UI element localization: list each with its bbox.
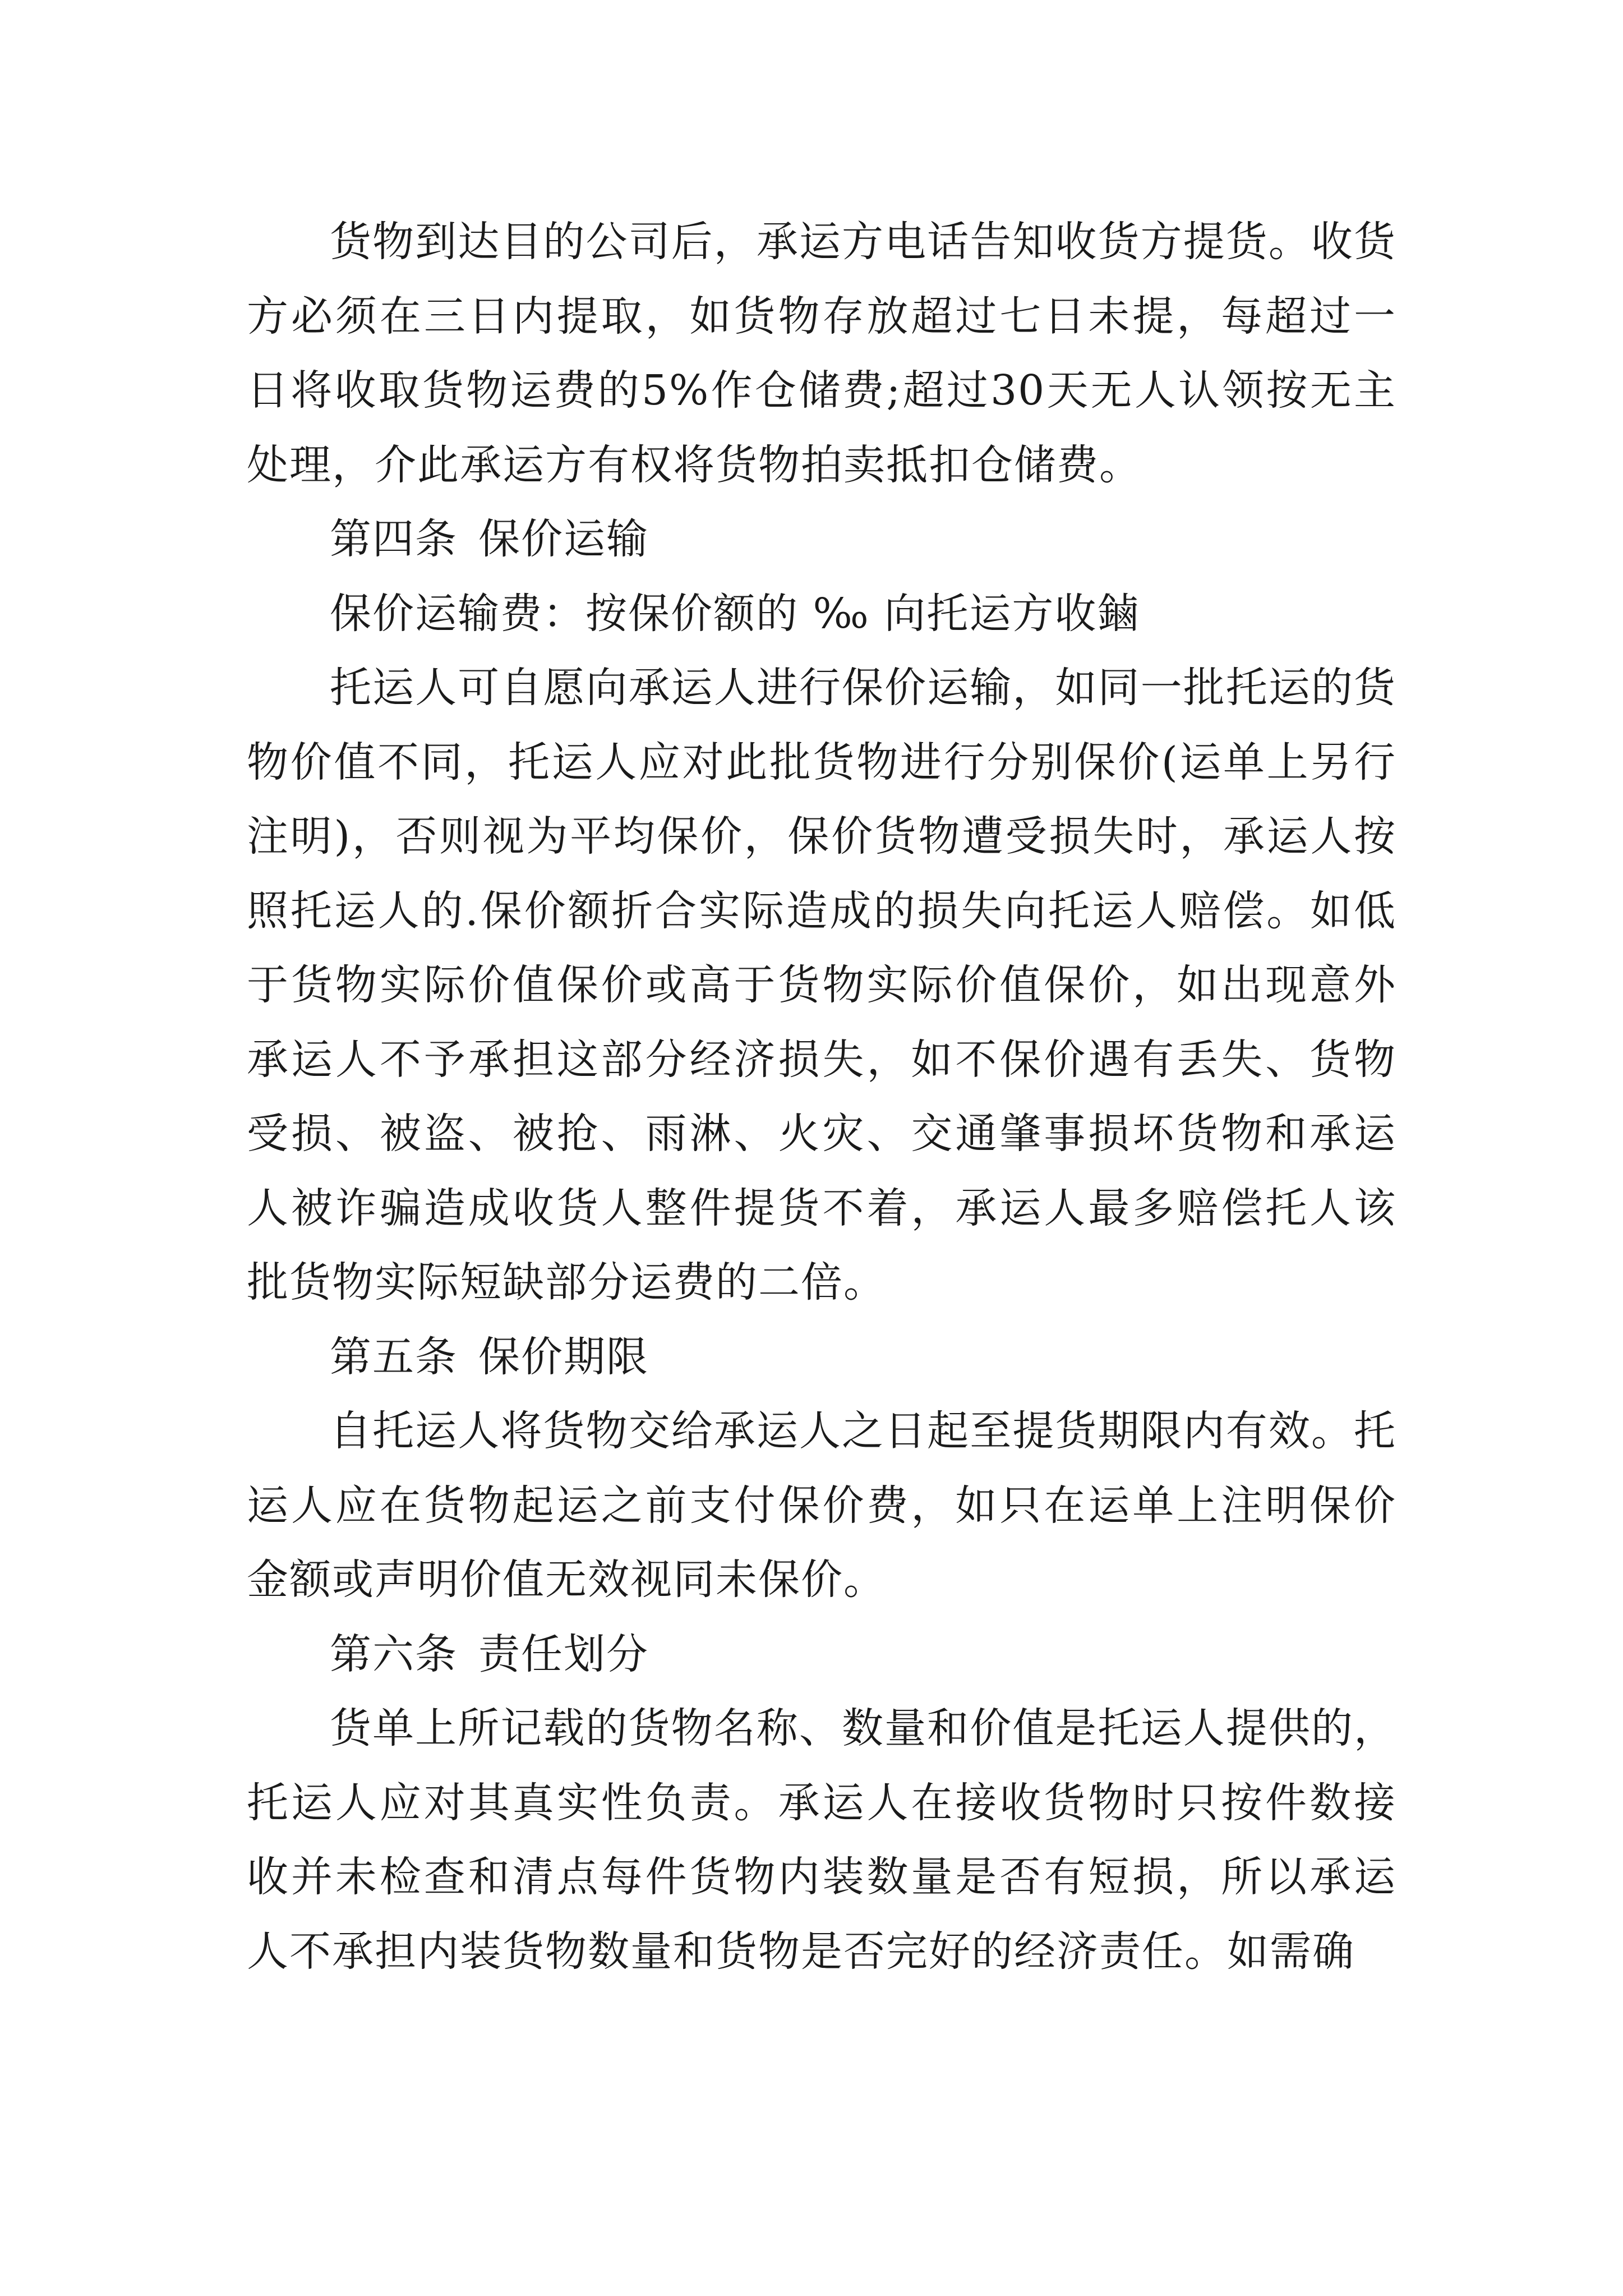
article-title: 责任划分 (478, 1630, 649, 1678)
article-number: 第四条 (330, 515, 458, 563)
document-body (247, 205, 1396, 1989)
paragraph-insurance-period: 自托运人将货物交给承运人之日起至提货期限内有效。托运人应在货物起运之前支付保价费，如只在运单上注明保价金额或声明价值无效视同未保价。 (247, 1407, 1396, 1604)
article-4-heading (247, 502, 1396, 577)
article-title: 保价期限 (478, 1332, 649, 1381)
article-number: 第六条 (330, 1630, 458, 1678)
paragraph-delivery-notice: 货物到达目的公司后，承运方电话告知收货方提货。收货方必须在三日内提取，如货物存放超过七日未提，每超过一日将收取货物运费的5%作仓储费;超过30天无人认领按无主处理，介此承运方有权将货物拍卖抵扣仓储费。 (247, 218, 1396, 489)
article-title: 保价运输 (478, 515, 649, 563)
paragraph-insurance-fee: 保价运输费：按保价额的 ‰ 向托运方收鏀 (330, 589, 1140, 638)
article-number: 第五条 (330, 1332, 458, 1381)
paragraph-insured-transport: 托运人可自愿向承运人进行保价运输，如同一批托运的货物价值不同，托运人应对此批货物进行分别保价(运单上另行注明)，否则视为平均保价，保价货物遭受损失时，承运人按照托运人的.保价额折合实际造成的损失向托运人赔偿。如低于货物实际价值保价或高于货物实际价值保价，如出现意外承运人不予承担这部分经济损失，如不保价遇有丢失、货物受损、被盗、被抢、雨淋、火灾、交通肇事损坏货物和承运人被诈骗造成收货人整件提货不着，承运人最多赔偿托人该批货物实际短缺部分运费的二倍。 (247, 664, 1396, 1306)
paragraph-responsibility: 货单上所记载的货物名称、数量和价值是托运人提供的，托运人应对其真实性负责。承运人在接收货物时只按件数接收并未检查和清点每件货物内装数量是否有短损，所以承运人不承担内装货物数量和货物是否完好的经济责任。如需确 (247, 1704, 1396, 1976)
article-5-heading (247, 1320, 1396, 1395)
article-6-heading (247, 1617, 1396, 1692)
